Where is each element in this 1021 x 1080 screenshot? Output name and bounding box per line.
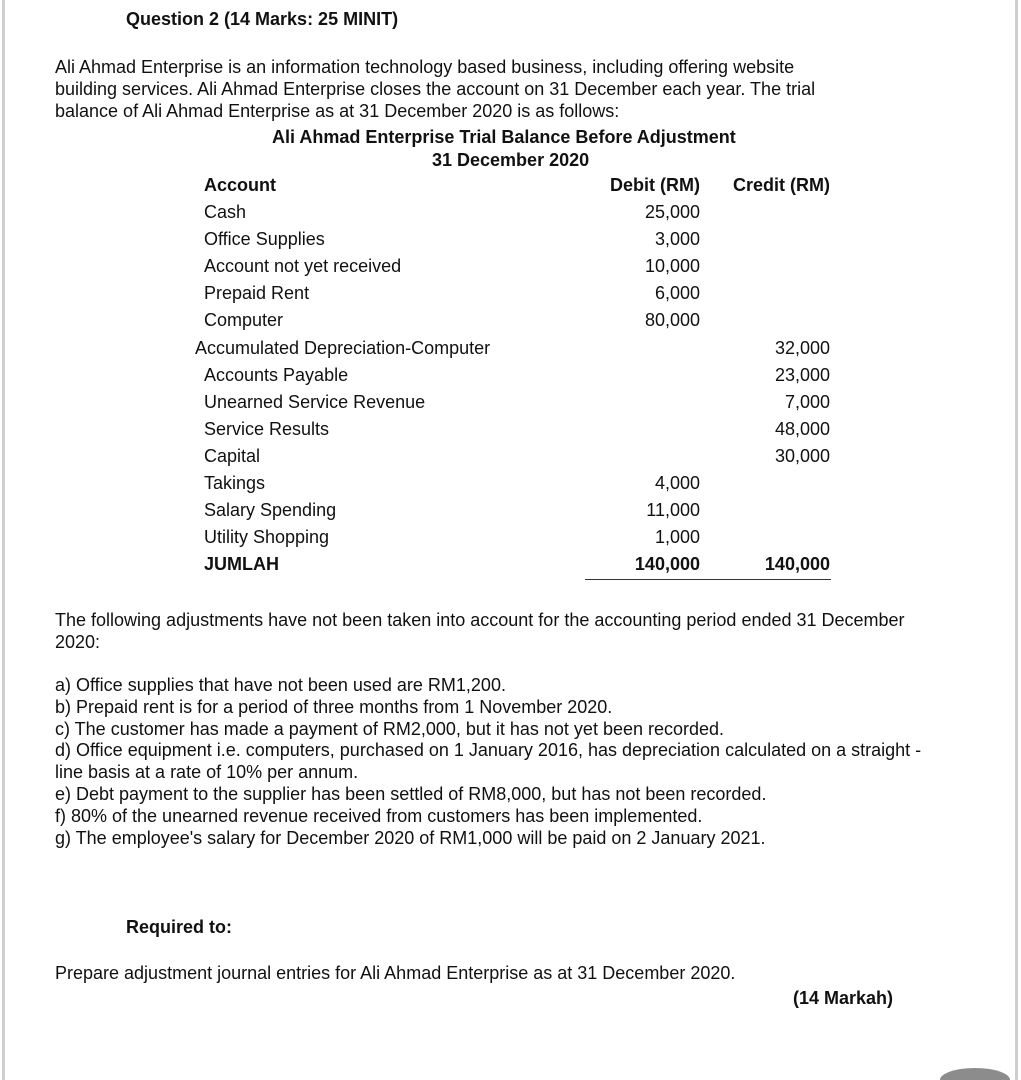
header-account: Account: [204, 175, 276, 195]
table-header-row: [0, 172, 1021, 199]
adjustment-item: e) Debt payment to the supplier has been settled of RM8,000, but has not been recorded.: [55, 783, 767, 804]
table-row: [0, 443, 1021, 470]
header-credit: Credit (RM): [733, 175, 830, 195]
cell-credit: 32,000: [774, 337, 830, 358]
cell-account: Utility Shopping: [204, 527, 330, 548]
table-row: [0, 226, 1021, 253]
floating-button[interactable]: [940, 1068, 1010, 1080]
cell-account: Service Results: [204, 418, 330, 439]
marks-label: (14 Markah): [792, 988, 893, 1008]
table-row: [0, 524, 1021, 551]
adjust-intro-line: The following adjustments have not been taken into account for the accounting period ended 31 December: [55, 610, 905, 630]
cell-account: Office Supplies: [204, 229, 325, 250]
adjustment-item: d) Office equipment i.e. computers, purchased on 1 January 2016, has depreciation calculated on a straight -: [55, 740, 922, 761]
cell-account: Account not yet received: [204, 256, 402, 277]
cell-debit: 25,000: [644, 202, 700, 222]
cell-debit: 140,000: [634, 554, 700, 575]
intro-line: building services. Ali Ahmad Enterprise closes the account on 31 December each year. The trial: [55, 79, 816, 99]
question-title: Question 2 (14 Marks: 25 MINIT): [126, 9, 399, 29]
table-row: [0, 416, 1021, 443]
cell-account: Cash: [204, 202, 247, 222]
table-date: 31 December 2020: [432, 150, 590, 170]
cell-account: Accounts Payable: [204, 364, 349, 385]
intro-line: Ali Ahmad Enterprise is an information technology based business, including offering website: [55, 57, 795, 77]
table-row: [0, 280, 1021, 307]
total-underline: [585, 579, 831, 580]
adjust-intro-line: 2020:: [55, 632, 101, 652]
adjustment-item: c) The customer has made a payment of RM2,000, but it has not yet been recorded.: [55, 718, 725, 739]
table-row: [0, 470, 1021, 497]
table-title: Ali Ahmad Enterprise Trial Balance Before Adjustment: [272, 127, 736, 147]
cell-credit: 7,000: [784, 391, 830, 412]
cell-account: Accumulated Depreciation-Computer: [195, 337, 491, 358]
cell-credit: 23,000: [774, 364, 830, 385]
table-row: [0, 335, 1021, 362]
adjustment-item: f) 80% of the unearned revenue received from customers has been implemented.: [55, 805, 703, 826]
cell-credit: 30,000: [774, 445, 830, 466]
table-row: [0, 497, 1021, 524]
cell-debit: 4,000: [654, 473, 700, 493]
required-label: Required to:: [126, 917, 232, 937]
cell-account: Takings: [204, 473, 266, 493]
cell-debit: 1,000: [654, 527, 700, 548]
cell-debit: 3,000: [654, 229, 700, 250]
cell-credit: 48,000: [774, 418, 830, 439]
adjustment-item: a) Office supplies that have not been used are RM1,200.: [55, 675, 506, 695]
adjustment-item: line basis at a rate of 10% per annum.: [55, 762, 359, 783]
table-row: [0, 307, 1021, 334]
cell-debit: 6,000: [654, 283, 700, 304]
intro-paragraph: [55, 56, 955, 122]
table-row: [0, 389, 1021, 416]
adjustment-item: g) The employee's salary for December 2020 of RM1,000 will be paid on 2 January 2021.: [55, 827, 766, 848]
intro-line: balance of Ali Ahmad Enterprise as at 31 December 2020 is as follows:: [55, 101, 620, 121]
task-text: Prepare adjustment journal entries for Ali Ahmad Enterprise as at 31 December 2020.: [55, 963, 736, 983]
cell-credit: 140,000: [764, 554, 830, 575]
cell-account: JUMLAH: [204, 554, 279, 575]
cell-account: Unearned Service Revenue: [204, 391, 426, 412]
cell-account: Computer: [204, 310, 284, 331]
cell-account: Salary Spending: [204, 500, 337, 521]
cell-debit: 10,000: [644, 256, 700, 277]
table-row: [0, 199, 1021, 226]
cell-debit: 80,000: [644, 310, 700, 331]
adjustments-intro: [55, 609, 955, 653]
adjustments-list: [55, 675, 955, 849]
cell-account: Prepaid Rent: [204, 283, 310, 304]
table-total-row: [0, 551, 1021, 578]
header-debit: Debit (RM): [610, 175, 700, 195]
cell-debit: 11,000: [646, 500, 700, 521]
table-row: [0, 362, 1021, 389]
table-row: [0, 253, 1021, 280]
adjustment-item: b) Prepaid rent is for a period of three months from 1 November 2020.: [55, 696, 613, 717]
cell-account: Capital: [204, 445, 261, 466]
